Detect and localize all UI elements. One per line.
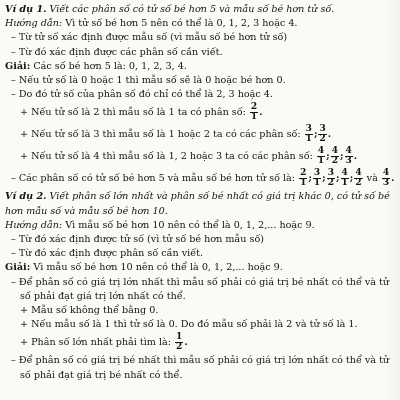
step-4-text: + Nếu tử số là 3 thì mẫu số là 1 hoặc 2 ta có các phân số: xyxy=(20,129,301,141)
example-2-heading xyxy=(5,190,394,204)
fraction-4-2 xyxy=(331,147,339,166)
denominator: 2 xyxy=(355,178,362,189)
solution-step-6: – Các phân số có tử số bé hơn 5 và mẫu số bé hơn tử số là: $\frac{2}{1}$ ; $\frac{3}{1}$ ; $\frac{3}{2}$ ; $\frac{4}{1}$ ; $\frac{4}{2}$ và $\frac{4}{3}$ . xyxy=(11,168,395,189)
denominator: 3 xyxy=(382,178,390,189)
denominator: 2 xyxy=(176,342,183,353)
guide-label: Hướng dẫn: xyxy=(5,18,63,30)
fraction-4-1 xyxy=(317,147,325,166)
solution-step-2: – Do đó tử số của phân số đó chỉ có thể là 2, 3 hoặc 4. xyxy=(11,89,273,101)
solution-step-1b: số phải đạt giá trị lớn nhất có thể. xyxy=(20,290,186,302)
fraction-2-1-summary xyxy=(299,169,307,188)
numerator: 3 xyxy=(305,124,312,135)
step-6-text: – Các phân số có tử số bé hơn 5 và mẫu số bé hơn tử số là: xyxy=(11,173,296,185)
numerator: 4 xyxy=(382,168,390,179)
denominator: 1 xyxy=(313,178,321,189)
fraction-4-3 xyxy=(345,147,353,166)
guide-text: Vì mẫu số bé hơn 10 nên có thể là 0, 1, 2,... hoặc 9. xyxy=(65,219,315,231)
guide-step-1: – Từ đó xác định được tử số (vì tử số bé hơn mẫu số) xyxy=(11,234,265,246)
solution-label: Giải: xyxy=(5,60,31,72)
denominator: 2 xyxy=(331,156,338,167)
example-2-guide xyxy=(5,219,394,233)
denominator: 1 xyxy=(317,156,325,167)
numerator: 3 xyxy=(313,168,321,179)
numerator: 4 xyxy=(355,168,362,179)
example-2-prompt-a: Viết phân số lớn nhất và phân số bé nhất có giá trị khác 0, có tử số bé xyxy=(49,191,390,203)
fraction-3-2-summary xyxy=(327,169,335,188)
solution-text: Các số bé hơn 5 là: 0, 1, 2, 3, 4. xyxy=(33,60,187,72)
numerator: 3 xyxy=(327,168,334,179)
numerator: 2 xyxy=(300,168,307,179)
example-2-solution xyxy=(5,261,394,275)
fraction-2-1 xyxy=(250,103,258,122)
numerator: 1 xyxy=(176,332,183,343)
solution-step-5a: – Để phân số có giá trị bé nhất thì mẫu số phải có giá trị lớn nhất có thể và tử xyxy=(11,355,390,367)
numerator: 4 xyxy=(317,146,325,157)
step-5-text: + Nếu tử số là 4 thì mẫu số là 1, 2 hoặc 3 ta có các phân số: xyxy=(20,151,313,163)
step-3-text: + Nếu tử số là 2 thì mẫu số là 1 ta có phân số: xyxy=(20,107,246,119)
guide-step-2: – Từ đó xác định được các phân số cần viết. xyxy=(11,46,223,58)
guide-step-1: – Từ tử số xác định được mẫu số (vì mẫu số bé hơn tử số) xyxy=(11,32,288,44)
example-2-label: Ví dụ 2. xyxy=(5,191,47,203)
solution-step-5: + Nếu tử số là 4 thì mẫu số là 1, 2 hoặc 3 ta có các phân số: $\frac{4}{1}$ ; $\frac{4}{2}$ ; $\frac{4}{3}$ . xyxy=(20,146,358,167)
numerator: 4 xyxy=(345,146,352,157)
solution-step-3: + Nếu tử số là 2 thì mẫu số là 1 ta có phân số: $\frac{2}{1}$ . xyxy=(20,102,263,123)
denominator: 1 xyxy=(305,134,312,145)
example-2-prompt-b: hơn mẫu số và mẫu số bé hơn 10. xyxy=(5,205,168,217)
solution-step-1: – Nếu tử số là 0 hoặc 1 thì mẫu số sẽ là 0 hoặc bé hơn 0. xyxy=(11,75,286,87)
denominator: 1 xyxy=(341,178,348,189)
solution-step-5b: số phải đạt giá trị bé nhất có thể. xyxy=(20,369,183,381)
guide-step-2: – Từ đó xác định được phân số cần viết. xyxy=(11,248,204,260)
example-1-label: Ví dụ 1. xyxy=(5,4,47,15)
numerator: 4 xyxy=(341,168,348,179)
denominator: 3 xyxy=(345,156,352,167)
solution-step-4: + Phân số lớn nhất phải tìm là: $\frac{1}{2}$ . xyxy=(20,332,188,353)
example-1-prompt: Viết các phân số có tử số bé hơn 5 và mẫu số bé hơn tử số. xyxy=(49,4,335,15)
solution-step-2: + Mẫu số không thể bằng 0. xyxy=(20,305,159,317)
fraction-3-2 xyxy=(318,125,326,144)
numerator: 4 xyxy=(331,146,338,157)
denominator: 1 xyxy=(300,178,307,189)
fraction-3-1 xyxy=(305,125,313,144)
fraction-4-3-summary xyxy=(382,169,390,188)
and-word: và xyxy=(366,173,378,185)
solution-step-4: + Nếu tử số là 3 thì mẫu số là 1 hoặc 2 ta có các phân số: $\frac{3}{1}$ ; $\frac{3}{2}$ . xyxy=(20,124,332,145)
solution-step-1a: – Để phân số có giá trị lớn nhất thì mẫu số phải có giá trị bé nhất có thể và tử xyxy=(11,276,390,288)
example-1-solution xyxy=(5,60,394,74)
fraction-1-2 xyxy=(175,333,183,352)
fraction-4-2-summary xyxy=(354,169,362,188)
step-4-text: + Phân số lớn nhất phải tìm là: xyxy=(20,337,171,349)
denominator: 2 xyxy=(319,134,326,145)
example-1-heading xyxy=(5,3,394,17)
solution-label: Giải: xyxy=(5,262,31,274)
numerator: 3 xyxy=(319,124,326,135)
numerator: 2 xyxy=(250,102,258,113)
denominator: 1 xyxy=(250,112,258,123)
guide-label: Hướng dẫn: xyxy=(5,219,63,231)
example-1-guide xyxy=(5,17,394,31)
solution-text: Vì mẫu số bé hơn 10 nên có thể là 0, 1, 2,... hoặc 9. xyxy=(33,262,283,274)
solution-step-3: + Nếu mẫu số là 1 thì tử số là 0. Do đó mẫu số phải là 2 và tử số là 1. xyxy=(20,319,358,331)
denominator: 2 xyxy=(327,178,334,189)
guide-text: Vì tử số bé hơn 5 nên có thể là 0, 1, 2, 3 hoặc 4. xyxy=(65,18,298,30)
fraction-4-1-summary xyxy=(341,169,349,188)
fraction-3-1-summary xyxy=(313,169,321,188)
